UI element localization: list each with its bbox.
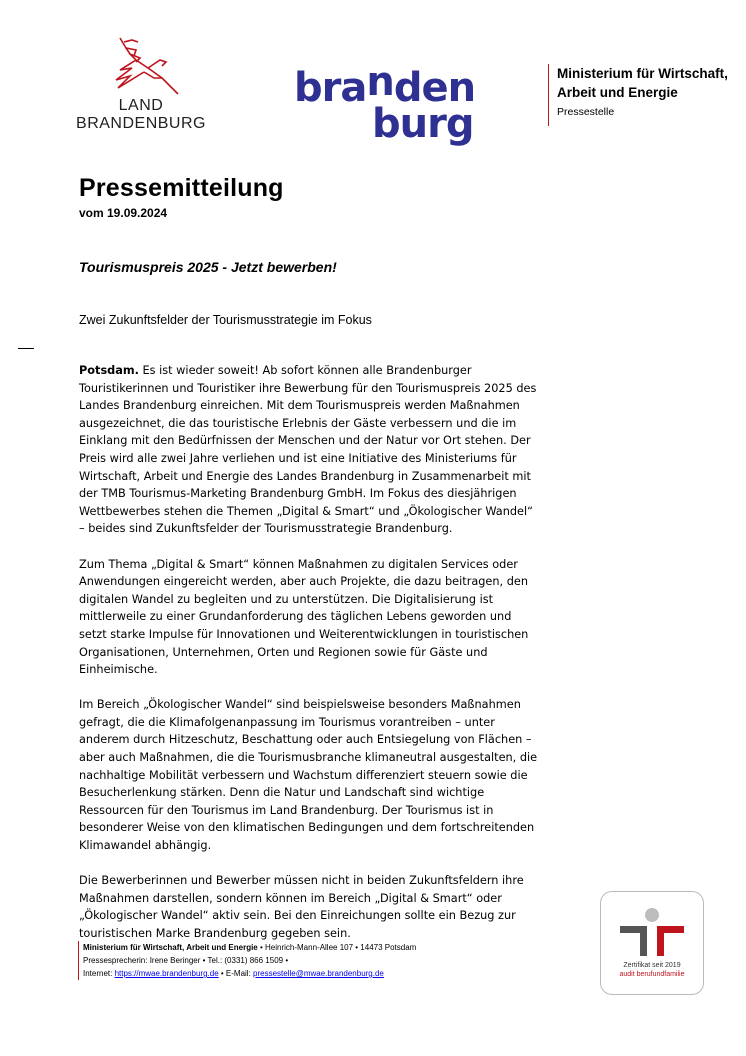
email-link[interactable]: pressestelle@mwae.brandenburg.de <box>253 969 384 978</box>
wordmark-line2: burg <box>372 101 474 147</box>
subheadline: Zwei Zukunftsfelder der Tourismusstrategie im Fokus <box>79 313 372 327</box>
brandenburg-wordmark <box>292 59 492 150</box>
paragraph-1 <box>79 362 539 538</box>
audit-logo-icon <box>620 906 684 958</box>
eagle-icon <box>96 34 186 96</box>
footer-address: • Heinrich-Mann-Allee 107 • 14473 Potsdam <box>257 943 417 952</box>
fold-mark <box>18 348 34 349</box>
footer-line3 <box>83 967 416 980</box>
headline: Tourismuspreis 2025 - Jetzt bewerben! <box>79 259 337 275</box>
footer-line1 <box>83 941 416 954</box>
paragraph-2: Zum Thema „Digital & Smart“ können Maßnahmen zu digitalen Services oder Anwendungen eingereicht werden, aber auch Projekte, die dazu beitragen, den digitalen Wandel zu begleiten und zu unterstützen. Die Digitalisierung ist mittlerweile zu einer Grundanforderung des täglichen Lebens geworden und setzt starke Impulse für Innovationen und Weiterentwicklungen in touristischen Organisationen, Unternehmen, Orten und Regionen sowie für Gäste und Einheimische. <box>79 557 529 677</box>
footer-press-contact: Pressesprecherin: Irene Beringer • Tel.: (0331) 866 1509 • <box>83 956 289 965</box>
certificate-line2: audit berufundfamilie <box>619 971 685 978</box>
paragraph-3: Im Bereich „Ökologischer Wandel“ sind beispielsweise besonders Maßnahmen gefragt, die die Klimafolgenanpassung im Tourismus vorantreiben – unter anderem durch Hitzeschutz, Beschattung oder auch Entsiegelung von Flächen – aber auch Maßnahmen, die die Tourismusbranche klimaneutral ausgestalten, die nachhaltige Mobilität verbessern und Wachstum differenziert steuern sowie die Besucherlenkung stärken. Denn die Natur und Landschaft sind wichtige Ressourcen für den Tourismus im Land Brandenburg. Der Tourismus ist in besonderer Weise von den klimatischen Bedingungen und dem fortschreitenden Klimawandel abhängig. <box>79 698 538 853</box>
wordmark-line1: branden <box>294 59 476 111</box>
paragraph-4: Die Bewerberinnen und Bewerber müssen nicht in beiden Zukunftsfeldern ihre Maßnahmen darstellen, sondern können im Bereich „Digital & Smart“ oder „Ökologischer Wandel“ aktiv sein. Bei den Einreichungen sollte ein Bezug zur touristischen Marke Brandenburg gegeben sein. <box>79 874 524 940</box>
land-logo-line2: BRANDENBURG <box>76 115 206 132</box>
paragraph-1-text: Es ist wieder soweit! Ab sofort können alle Brandenburger Touristikerinnen und Touristiker ihre Bewerbung für den Tourismuspreis 2025 des Landes Brandenburg einreichen. Mit dem Tourismuspreis werden Maßnahmen ausgezeichnet, die das touristische Erlebnis der Gäste verbessern und die im Einklang mit den Bedürfnissen der Menschen und der Natur vor Ort stehen. Der Preis wird alle zwei Jahre verliehen und ist eine Initiative des Ministeriums für Wirtschaft, Arbeit und Energie des Landes Brandenburg in Zusammenarbeit mit der TMB Tourismus-Marketing Brandenburg GmbH. Im Fokus des diesjährigen Wettbewerbes stehen die Themen „Digital & Smart“ und „Ökologischer Wandel“ – beides sind Zukunftsfelder der Tourismusstrategie Brandenburg. <box>79 364 537 536</box>
certificate-line1: Zertifikat seit 2019 <box>623 962 681 969</box>
ministry-header <box>548 64 746 126</box>
website-link[interactable]: https://mwae.brandenburg.de <box>114 969 219 978</box>
body-text <box>79 362 539 960</box>
ministry-name-line2: Arbeit und Energie <box>557 85 678 100</box>
footer-email-label: • E-Mail: <box>218 969 254 978</box>
footer-internet-label: Internet: <box>83 969 115 978</box>
footer-org: Ministerium für Wirtschaft, Arbeit und Energie <box>83 943 258 952</box>
dateline: Potsdam. <box>79 364 139 377</box>
page-title: Pressemitteilung <box>79 174 284 202</box>
footer <box>78 941 416 980</box>
land-logo-line1: LAND <box>118 97 164 114</box>
press-date: vom 19.09.2024 <box>79 206 168 220</box>
ministry-name-line1: Ministerium für Wirtschaft, <box>557 66 728 81</box>
land-brandenburg-logo <box>76 34 208 138</box>
audit-certificate-badge <box>600 891 704 995</box>
ministry-department: Pressestelle <box>557 106 615 118</box>
